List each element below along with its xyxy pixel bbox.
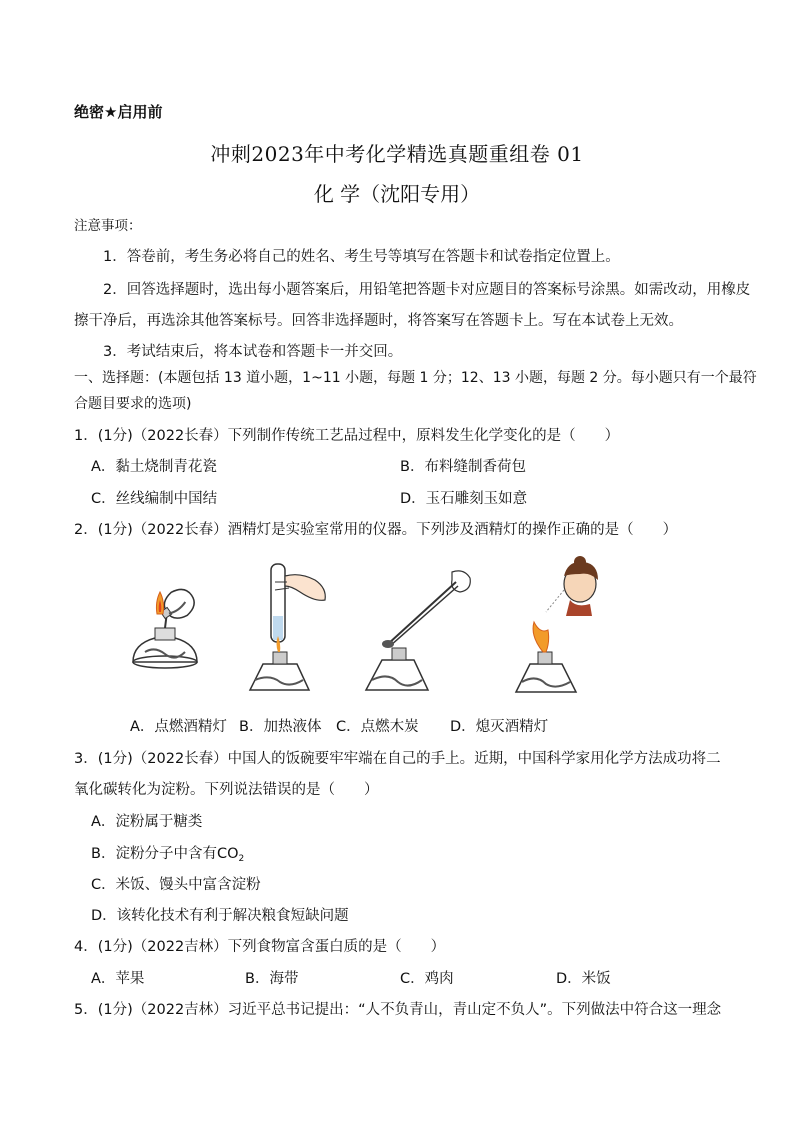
question-2-option-d: D．熄灭酒精灯 — [450, 719, 549, 735]
figure-d-blowing-lamp — [510, 556, 605, 696]
section-1-heading: 一、选择题：(本题包括 13 道小题，1~11 小题，每题 1 分；12、13 小题，每题 2 分。每小题只有一个最符 — [74, 370, 757, 386]
question-3-option-b — [91, 844, 244, 869]
question-1-option-a: A．黏土烧制青花瓷 — [91, 459, 217, 475]
question-3-stem-cont: 氧化碳转化为淀粉。下列说法错误的是（ ） — [74, 782, 379, 798]
question-3-option-b-text: B．淀粉分子中含有CO — [91, 846, 239, 862]
figure-b-heating-liquid — [245, 560, 330, 695]
notice-item-3: 3．考试结束后，将本试卷和答题卡一并交回。 — [103, 344, 403, 360]
question-2-option-a: A．点燃酒精灯 — [130, 719, 227, 735]
figure-a-lighting-lamp — [125, 582, 215, 674]
question-1-option-d: D．玉石雕刻玉如意 — [400, 491, 528, 507]
question-3-option-d: D．该转化技术有利于解决粮食短缺问题 — [91, 908, 349, 924]
question-1-option-b: B．布料缝制香荷包 — [400, 459, 526, 475]
section-1-heading-cont: 合题目要求的选项) — [74, 396, 192, 412]
notice-heading: 注意事项： — [74, 218, 142, 234]
question-1-stem: 1．(1分)（2022长春）下列制作传统工艺品过程中，原料发生化学变化的是（ ） — [74, 428, 620, 444]
question-2-option-c: C．点燃木炭 — [336, 719, 419, 735]
question-4-option-a: A．苹果 — [91, 971, 145, 987]
exam-title: 冲刺2023年中考化学精选真题重组卷 01 — [210, 142, 584, 166]
notice-item-1: 1．答卷前，考生务必将自己的姓名、考生号等填写在答题卡和试卷指定位置上。 — [103, 249, 620, 265]
question-2-option-b: B．加热液体 — [239, 719, 322, 735]
question-4-option-b: B．海带 — [245, 971, 299, 987]
figure-c-lighting-charcoal — [360, 568, 475, 696]
question-3-option-b-subscript: 2 — [238, 854, 245, 864]
notice-item-2-cont: 擦干净后，再选涂其他答案标号。回答非选择题时，将答案写在答题卡上。写在本试卷上无效。 — [74, 313, 683, 329]
confidential-label: 绝密★启用前 — [74, 103, 163, 121]
question-1-option-c: C．丝线编制中国结 — [91, 491, 218, 507]
question-4-option-c: C．鸡肉 — [400, 971, 454, 987]
exam-subtitle: 化 学（沈阳专用） — [313, 182, 481, 206]
question-3-option-a: A．淀粉属于糖类 — [91, 814, 203, 830]
question-3-option-c: C．米饭、馒头中富含淀粉 — [91, 877, 261, 893]
question-2-stem: 2．(1分)（2022长春）酒精灯是实验室常用的仪器。下列涉及酒精灯的操作正确的是（ ） — [74, 522, 678, 538]
question-3-stem: 3．(1分)（2022长春）中国人的饭碗要牢牢端在自己的手上。近期，中国科学家用化学方法成功将二 — [74, 751, 721, 767]
notice-item-2: 2．回答选择题时，选出每小题答案后，用铅笔把答题卡对应题目的答案标号涂黑。如需改动，用橡皮 — [103, 282, 751, 298]
question-4-option-d: D．米饭 — [556, 971, 611, 987]
question-5-stem: 5．(1分)（2022吉林）习近平总书记提出：“人不负青山，青山定不负人”。下列做法中符合这一理念 — [74, 1002, 722, 1018]
question-4-stem: 4．(1分)（2022吉林）下列食物富含蛋白质的是（ ） — [74, 939, 446, 955]
